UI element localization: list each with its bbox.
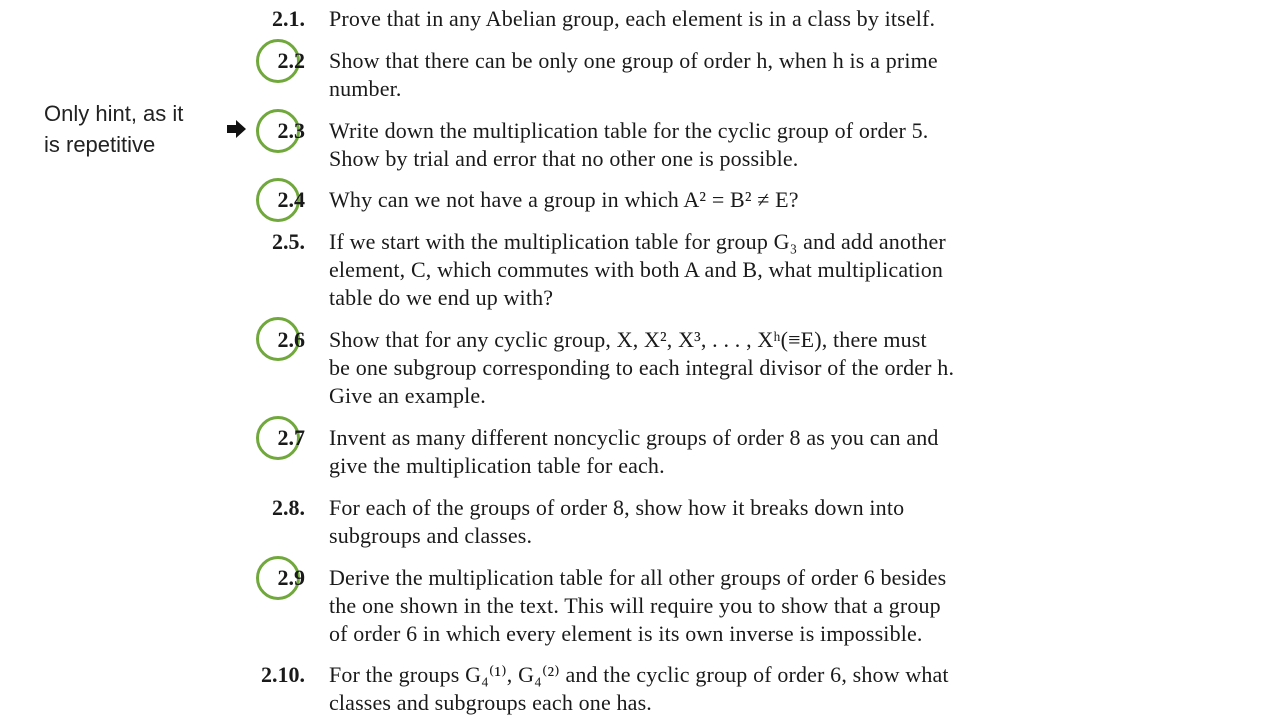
problem-text: Derive the multiplication table for all other groups of order 6 besides the one shown in the text. This will require you to show that a group of order 6 in which every element is its own inverse is impossible. xyxy=(329,565,947,646)
side-note xyxy=(44,98,244,160)
problem-number: 2.10. xyxy=(261,662,305,687)
problem-number: 2.6 xyxy=(277,327,305,352)
problem-text: Why can we not have a group in which A² = B² ≠ E? xyxy=(329,187,799,212)
arrow-right-icon xyxy=(226,118,248,140)
problem-text: Show that there can be only one group of order h, when h is a prime number. xyxy=(329,48,938,101)
problem-number: 2.2 xyxy=(277,48,305,73)
problem-text: Prove that in any Abelian group, each element is in a class by itself. xyxy=(329,6,936,31)
problem-number: 2.4 xyxy=(277,187,305,212)
problem-number: 2.5. xyxy=(272,229,305,254)
problem-number: 2.7 xyxy=(277,425,305,450)
problem-text: If we start with the multiplication table for group G₃ and add another element, C, which commutes with both A and B, what multiplication table do we end up with? xyxy=(329,229,946,310)
problem-number: 2.9 xyxy=(277,565,305,590)
problem-number: 2.1. xyxy=(272,6,305,31)
problem-number: 2.3 xyxy=(277,118,305,143)
side-note-line-1: Only hint, as it xyxy=(44,101,184,126)
problem-text: Show that for any cyclic group, X, X², X³, . . . , Xʰ(≡E), there must be one subgroup corresponding to each integral divisor of the order h. Give an example. xyxy=(329,327,955,408)
problem-text: For the groups G₄⁽¹⁾, G₄⁽²⁾ and the cyclic group of order 6, show what classes and subgroups each one has. xyxy=(329,662,949,715)
side-note-line-2: is repetitive xyxy=(44,132,156,157)
problem-text: Invent as many different noncyclic groups of order 8 as you can and give the multiplication table for each. xyxy=(329,425,939,478)
problem-text: For each of the groups of order 8, show how it breaks down into subgroups and classes. xyxy=(329,495,905,548)
problem-text: Write down the multiplication table for the cyclic group of order 5. Show by trial and error that no other one is possible. xyxy=(329,118,929,171)
problem-number: 2.8. xyxy=(272,495,305,520)
